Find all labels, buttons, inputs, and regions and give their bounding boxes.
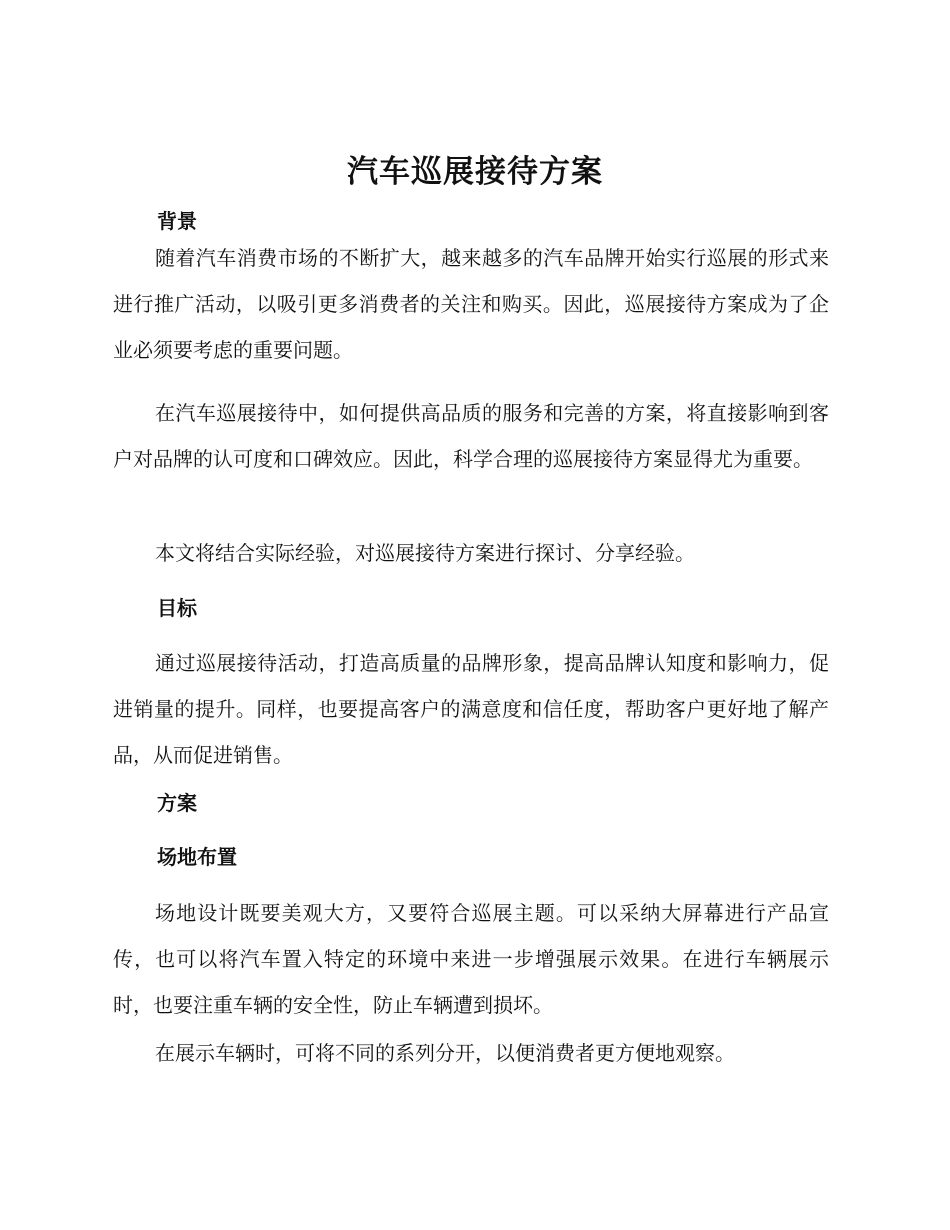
section-heading-goal: 目标 — [157, 596, 197, 620]
section-heading-background: 背景 — [157, 209, 197, 233]
document-title: 汽车巡展接待方案 — [347, 154, 603, 190]
paragraph: 随着汽车消费市场的不断扩大，越来越多的汽车品牌开始实行巡展的形式来进行推广活动，以吸引更多消费者的关注和购买。因此，巡展接待方案成为了企业必须要考虑的重要问题。 — [113, 246, 829, 362]
paragraph: 在展示车辆时，可将不同的系列分开，以便消费者更方便地观察。 — [155, 1041, 735, 1065]
paragraph: 场地设计既要美观大方，又要符合巡展主题。可以采纳大屏幕进行产品宣传，也可以将汽车置入特定的环境中来进一步增强展示效果。在进行车辆展示时，也要注重车辆的安全性，防止车辆遭到损坏。 — [113, 901, 829, 1017]
paragraph: 在汽车巡展接待中，如何提供高品质的服务和完善的方案，将直接影响到客户对品牌的认可度和口碑效应。因此，科学合理的巡展接待方案显得尤为重要。 — [113, 401, 829, 471]
section-heading-venue-layout: 场地布置 — [157, 845, 237, 869]
paragraph: 通过巡展接待活动，打造高质量的品牌形象，提高品牌认知度和影响力，促进销量的提升。同样，也要提高客户的满意度和信任度，帮助客户更好地了解产品，从而促进销售。 — [113, 651, 829, 767]
paragraph: 本文将结合实际经验，对巡展接待方案进行探讨、分享经验。 — [155, 541, 695, 565]
section-heading-plan: 方案 — [157, 791, 197, 815]
